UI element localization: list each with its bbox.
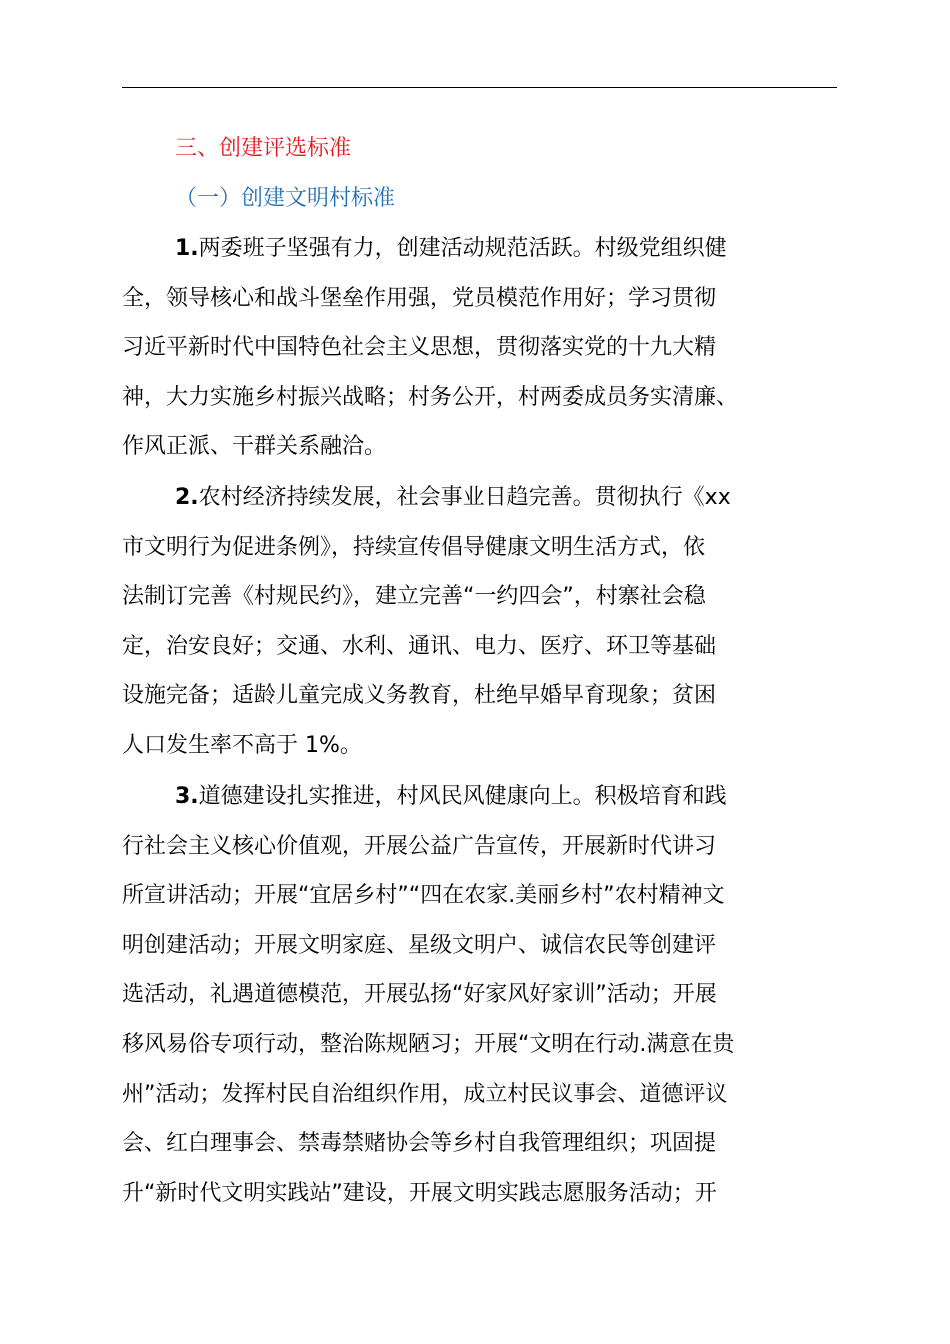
paragraph-line: 设施完备；适龄儿童完成义务教育，杜绝早婚早育现象；贫困 [122,683,717,709]
line-text: 两委班子坚强有力，创建活动规范活跃。村级党组织健 [198,236,727,261]
subsection-title: （一）创建文明村标准 [175,186,396,211]
paragraph-line [122,473,842,523]
paragraph-line: 作风正派、干群关系融洽。 [122,434,387,460]
paragraph-line: 移风易俗专项行动，整治陈规陋习；开展“文明在行动.满意在贵 [122,1031,735,1057]
paragraph-1 [122,224,842,472]
paragraph-line [122,224,842,274]
paragraph-3 [122,772,842,1218]
paragraph-line: 州”活动；发挥村民自治组织作用，成立村民议事会、道德评议 [122,1081,728,1107]
paragraph-number: 1. [175,236,199,261]
paragraph-line: 定，治安良好；交通、水利、通讯、电力、医疗、环卫等基础 [122,633,717,659]
paragraph-number: 3. [175,784,199,809]
paragraph-line: 市文明行为促进条例》，持续宣传倡导健康文明生活方式，依 [122,534,706,560]
paragraph-line: 升“新时代文明实践站”建设，开展文明实践志愿服务活动；开 [122,1180,717,1206]
paragraph-line: 习近平新时代中国特色社会主义思想，贯彻落实党的十九大精 [122,335,717,361]
line-text: 农村经济持续发展，社会事业日趋完善。贯彻执行《xx [198,485,731,510]
line-text: 道德建设扎实推进，村风民风健康向上。积极培育和践 [198,784,727,809]
paragraph-line: 会、红白理事会、禁毒禁赌协会等乡村自我管理组织；巩固提 [122,1131,717,1157]
paragraph-line [122,772,842,822]
paragraph-line: 全，领导核心和战斗堡垒作用强，党员模范作用好；学习贯彻 [122,285,717,311]
paragraph-number: 2. [175,485,199,510]
paragraph-line: 所宣讲活动；开展“宜居乡村”“四在农家.美丽乡村”农村精神文 [122,883,725,909]
paragraph-line: 人口发生率不高于 1%。 [122,732,362,758]
paragraph-line: 行社会主义核心价值观，开展公益广告宣传，开展新时代讲习 [122,833,717,859]
section-title: 三、创建评选标准 [175,136,352,161]
paragraph-line: 选活动，礼遇道德模范，开展弘扬“好家风好家训”活动；开展 [122,982,717,1008]
paragraph-line: 明创建活动；开展文明家庭、星级文明户、诚信农民等创建评 [122,932,717,958]
paragraph-2 [122,473,842,771]
header-rule [122,87,837,88]
paragraph-line: 神，大力实施乡村振兴战略；村务公开，村两委成员务实清廉、 [122,384,739,410]
paragraph-line: 法制订完善《村规民约》，建立完善“一约四会”，村寨社会稳 [122,584,706,610]
